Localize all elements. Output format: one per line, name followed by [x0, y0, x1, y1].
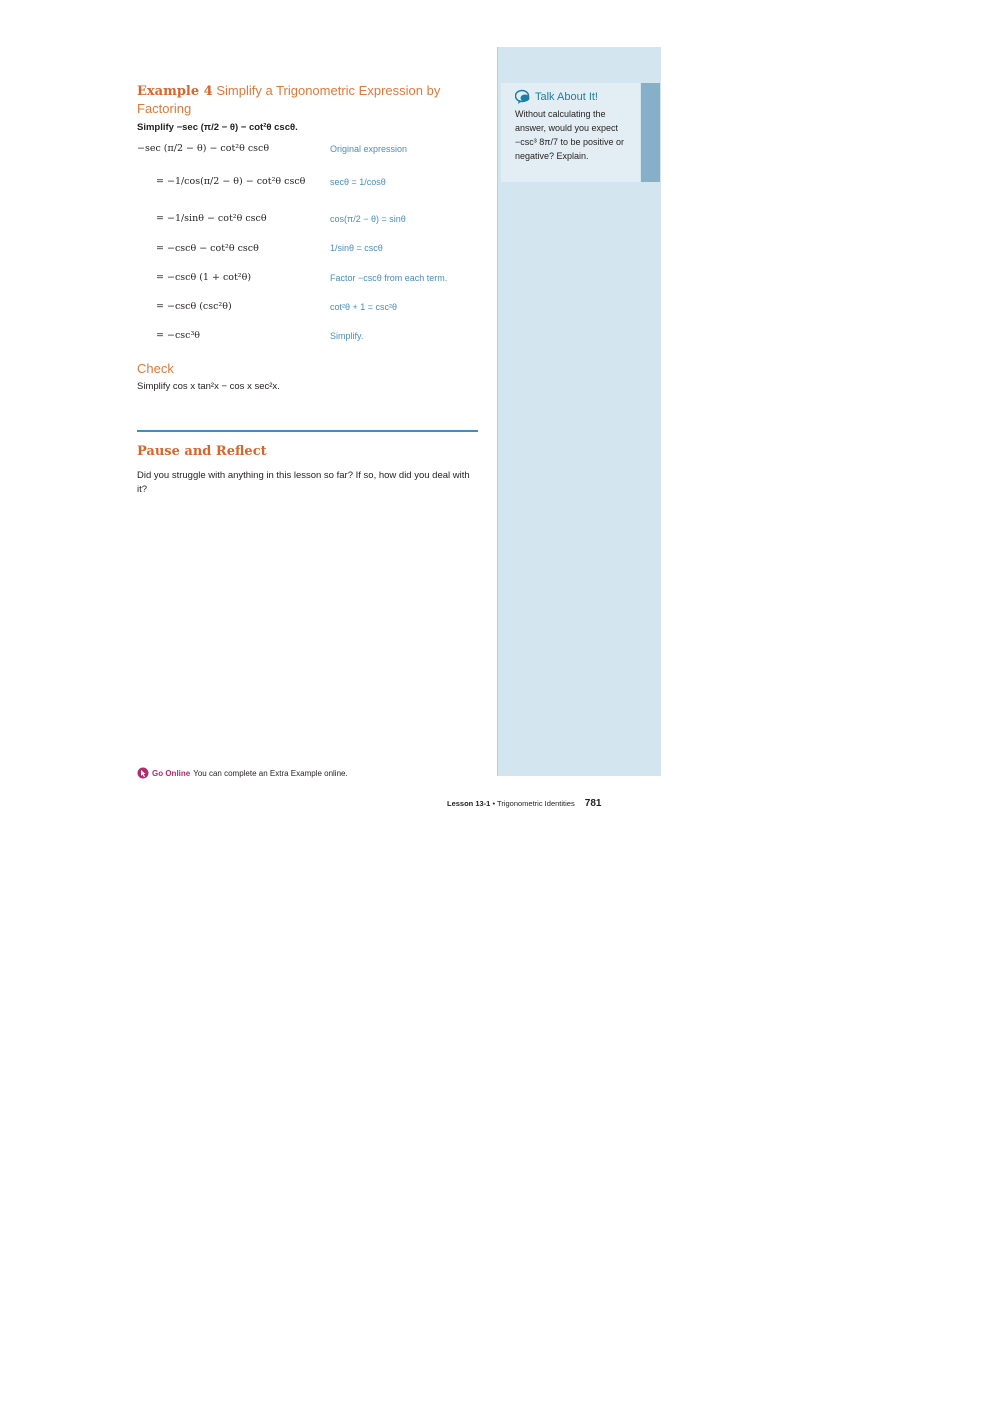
- example-prompt: Simplify −sec (π/2 − θ) − cot²θ cscθ.: [137, 122, 298, 133]
- footer-topic: Trigonometric Identities: [497, 799, 575, 808]
- step-note: 1/sinθ = cscθ: [330, 243, 383, 253]
- go-online-cursor-icon: [137, 767, 149, 779]
- step-expression: = −cscθ (csc²θ): [156, 301, 232, 312]
- talk-about-it-text: Without calculating the answer, would you expect −csc³ 8π/7 to be positive or negative? Explain.: [515, 109, 625, 161]
- page-footer: [447, 798, 601, 809]
- talk-about-it-heading: [515, 89, 598, 105]
- example-title: [137, 82, 477, 117]
- page-number: 781: [584, 798, 602, 809]
- check-heading: Check: [137, 361, 174, 376]
- step-note: Factor −cscθ from each term.: [330, 273, 448, 283]
- step-expression: = −cscθ − cot²θ cscθ: [156, 243, 259, 254]
- step-note: cot²θ + 1 = csc²θ: [330, 302, 398, 312]
- step-note: secθ = 1/cosθ: [330, 177, 386, 187]
- pause-reflect-text: Did you struggle with anything in this lesson so far? If so, how did you deal with it?: [137, 470, 470, 495]
- talk-heading-text: Talk About It!: [535, 91, 598, 103]
- talk-bubble-icon: [515, 89, 531, 105]
- step-expression: = −1/cos(π/2 − θ) − cot²θ cscθ: [156, 176, 306, 187]
- footer-lesson: Lesson 13-1: [447, 799, 491, 808]
- step-note: Simplify.: [330, 331, 364, 341]
- section-divider: [137, 430, 478, 432]
- step-expression: = −1/sinθ − cot²θ cscθ: [156, 213, 267, 224]
- go-online-label[interactable]: Go Online: [152, 768, 191, 778]
- step-expression: = −csc³θ: [156, 330, 200, 341]
- example-label: Example 4: [137, 84, 213, 99]
- footer-bullet: •: [492, 799, 498, 808]
- talk-about-it-tab: [641, 83, 660, 182]
- step-expression: = −cscθ (1 + cot²θ): [156, 272, 252, 283]
- go-online-text: You can complete an Extra Example online.: [193, 768, 348, 778]
- step-note: Original expression: [330, 144, 408, 154]
- example-title-text: Simplify a Trigonometric Expression by Factoring: [137, 83, 441, 116]
- step-expression: −sec (π/2 − θ) − cot²θ cscθ: [137, 143, 270, 154]
- step-note: cos(π/2 − θ) = sinθ: [330, 214, 406, 224]
- go-online-link[interactable]: [137, 767, 348, 779]
- check-text: Simplify cos x tan²x − cos x sec²x.: [137, 381, 280, 392]
- pause-reflect-heading: Pause and Reflect: [137, 444, 267, 459]
